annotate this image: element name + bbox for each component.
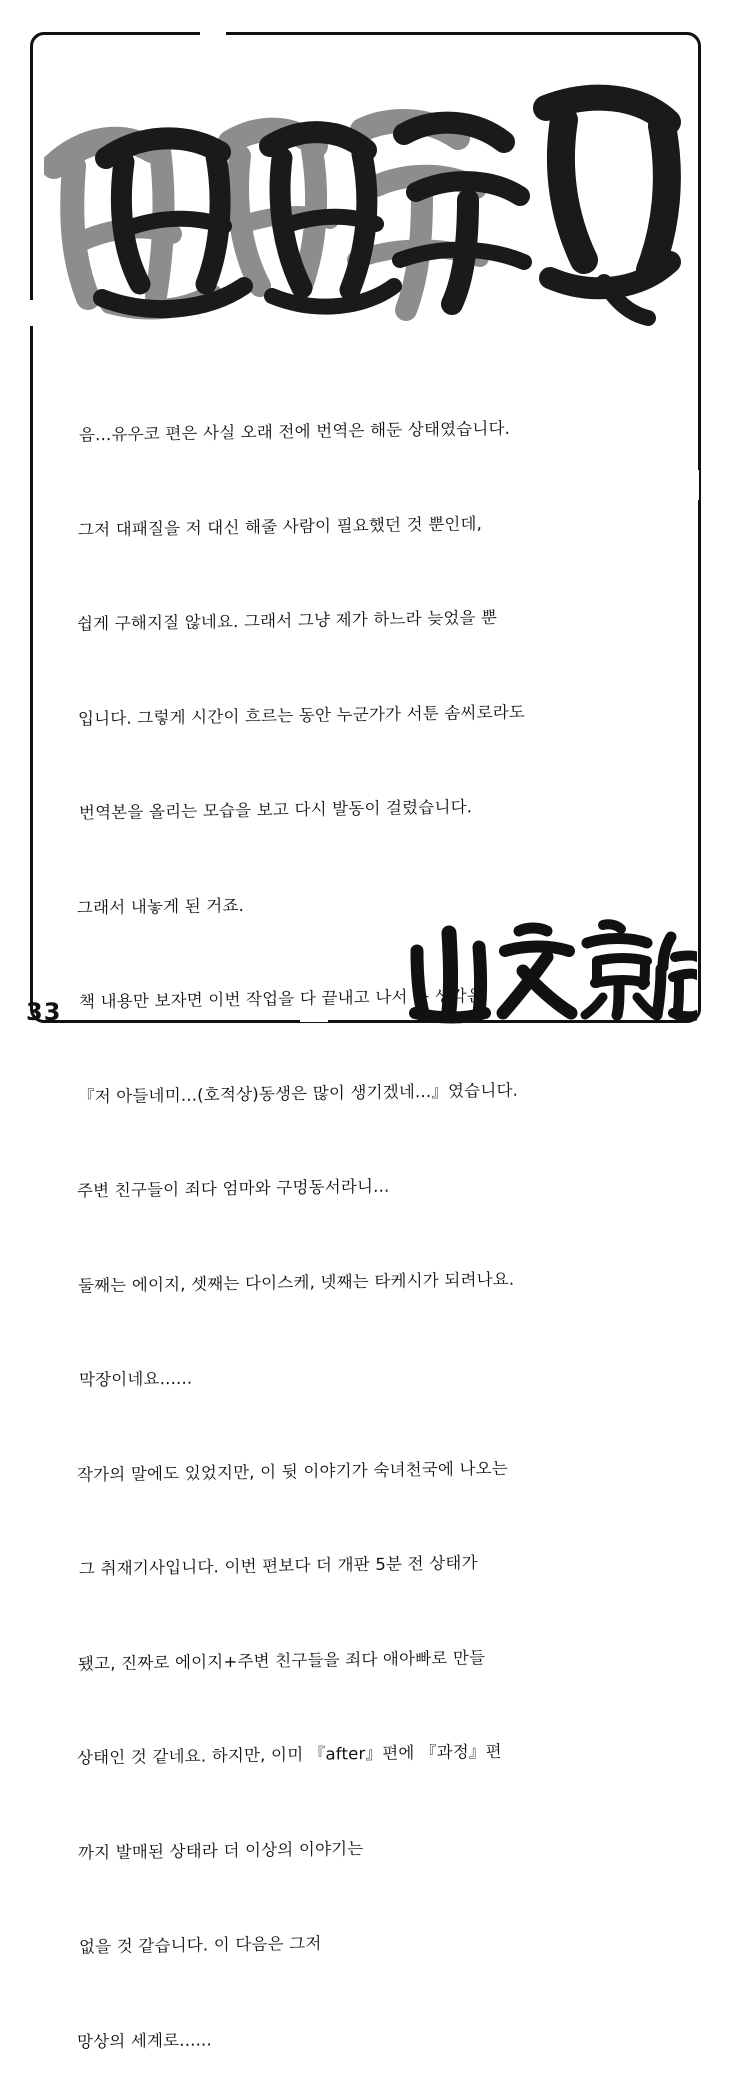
afterword-line: 번역본을 올리는 모습을 보고 다시 발동이 걸렸습니다.	[79, 797, 473, 823]
artist-brush-stamp	[407, 913, 697, 1028]
page-number: 33	[26, 998, 62, 1026]
afterword-line: 그저 대패질을 저 대신 해줄 사람이 필요했던 것 뿐인데,	[78, 513, 483, 540]
afterword-line: 그래서 내놓게 된 거죠.	[77, 895, 245, 918]
afterword-line: 없을 것 같습니다. 이 다음은 그저	[79, 1933, 322, 1957]
frame-gap	[28, 300, 37, 326]
afterword-line: 입니다. 그렇게 시간이 흐르는 동안 누군가가 서툰 솜씨로라도	[78, 701, 526, 729]
afterword-line: 막장이네요......	[79, 1368, 193, 1390]
afterword-line: 음...유우코 편은 사실 오래 전에 번역은 해둔 상태였습니다.	[79, 418, 511, 445]
afterword-line: 그 취재기사입니다. 이번 편보다 더 개판 5분 전 상태가	[79, 1553, 478, 1579]
afterword-line: 『저 아들네미...(호적상)동생은 많이 생기겠네...』였습니다.	[78, 1080, 519, 1107]
afterword-text-block	[78, 347, 653, 2100]
frame-gap	[690, 470, 699, 500]
afterword-line: 책 내용만 보자면 이번 작업을 다 끝내고 나서 든 생각은,	[79, 986, 489, 1012]
afterword-line: 둘째는 에이지, 셋째는 다이스케, 넷째는 타케시가 되려나요.	[78, 1269, 515, 1296]
afterword-line: 상태인 것 같네요. 하지만, 이미 『after』편에 『과정』편	[77, 1741, 502, 1768]
afterword-line: 망상의 세계로......	[77, 2029, 212, 2052]
afterword-line: 쉽게 구해지질 않네요. 그래서 그냥 제가 하느라 늦었을 뿐	[77, 607, 498, 634]
title-brush-artwork	[44, 46, 684, 331]
afterword-line: 주변 친구들이 죄다 엄마와 구멍동서라니...	[77, 1176, 390, 1201]
afterword-line: 작가의 말에도 있었지만, 이 뒷 이야기가 숙녀천국에 나오는	[77, 1458, 508, 1485]
afterword-line: 까지 발매된 상태라 더 이상의 이야기는	[78, 1838, 364, 1863]
frame-gap	[200, 30, 226, 38]
afterword-line: 됐고, 진짜로 에이지+주변 친구들을 죄다 애아빠로 만들	[78, 1647, 486, 1674]
